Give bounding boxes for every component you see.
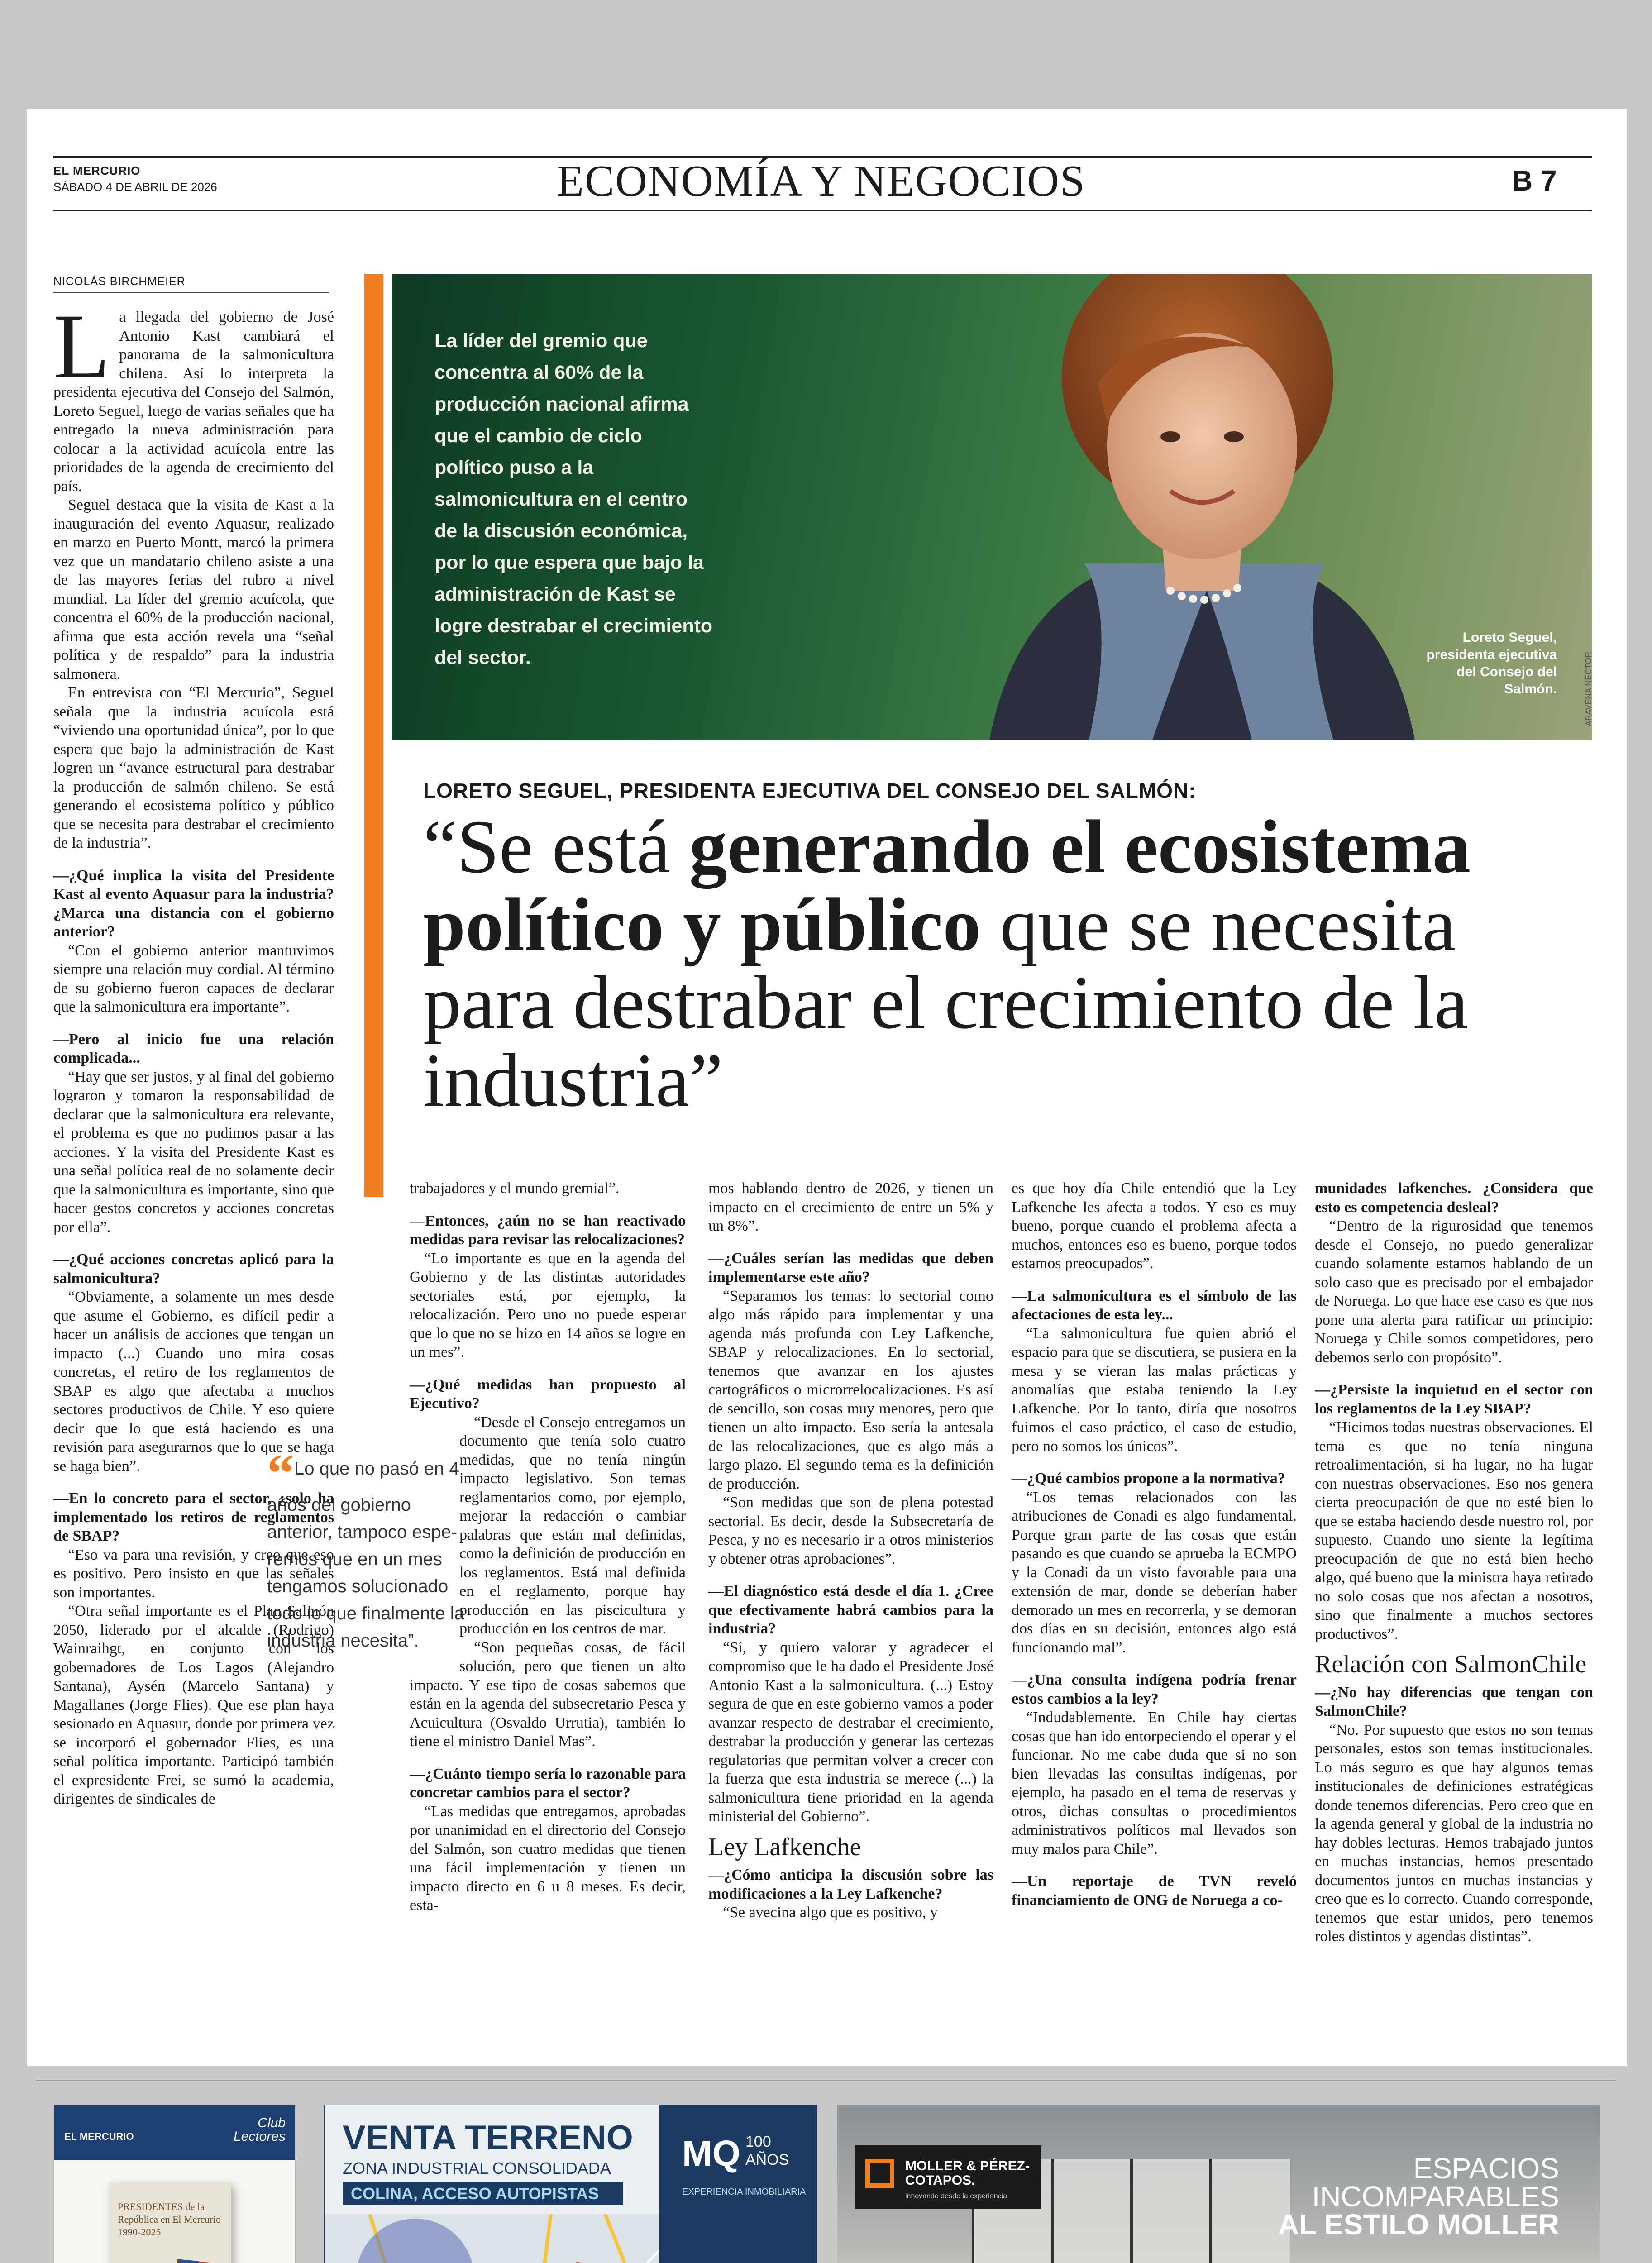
answer: “Son pequeñas cosas, de fácil solución, pero que tienen un alto impacto. Y ese tipo de cosas sabemos que están en la agenda del subsecretario Pesca y Acuicultura (Osvaldo Urrutia), también lo tiene el ministro Daniel Mas”.: [410, 1639, 686, 1750]
photo-credit: ARAVENA NECTOR: [1584, 652, 1593, 726]
question: —¿Persiste la inquietud en el sector con los reglamentos de la Ley SBAP?: [1315, 1381, 1593, 1417]
answer: “Sí, y quiero valorar y agradecer el compromiso que le ha dado el Presidente José Antonio Kast a la salmonicultura. (...) Estoy segura de que en este gobierno vamos a poder avanzar respecto de destrabar el crecimiento, destrabar la producción y generar las certezas regulatorias que permitan volver a crecer con la fuerza que esta industria se merece (...) la salmonicultura tiene prioridad en la agenda ministerial del Gobierno”.: [708, 1639, 993, 1825]
question: —¿Cómo anticipa la discusión sobre las modificaciones a la Ley Lafkenche?: [708, 1867, 993, 1902]
answer: “Obviamente, a solamente un mes desde que asume el Gobierno, es difícil pedir a hacer un análisis de acciones que tengan un impacto (...) Cuando uno mira cosas concretas, el retiro de los reglamentos de SBAP es algo que afectaba a muchos sectores productivos de Chile. Y eso quiere decir que lo que está haciendo es una revisión para asegurarnos que lo que se haga se haga bien”.: [53, 1289, 334, 1475]
issue-date: SÁBADO 4 DE ABRIL DE 2026: [53, 180, 217, 194]
article-column-3: [708, 1179, 993, 1922]
ad-terreno-panel: [659, 2105, 817, 2263]
answer: “Otra señal importante es el Plan Salmón 2050, liderado por el alcalde (Rodrigo) Wainraihgt, en conjunto con los gobernadores de Los Lagos (Alejandro Santana), Aysén (Marcelo Santana) y Magallanes (Jorge Flies). Que ese plan haya sesionado en Aquasur, donde por primera vez se incorporó el gobernador Flies, es una señal política importante. Participó también el expresidente Frei, se sumó la academia, dirigentes de sindicales de: [53, 1603, 334, 1807]
article-column-5: [1315, 1179, 1593, 1946]
mq-years: 100 AÑOS: [745, 2133, 789, 2168]
page-number: B 7: [1512, 164, 1557, 197]
ad-club-logo: Club Lectores: [233, 2115, 286, 2144]
answer: “Son medidas que son de plena potestad sectorial. Es decir, desde la Subsecretaría de Pesca, y no es necesario ir a otros ministerios y obtener otras aprobaciones”.: [708, 1494, 993, 1567]
question: —La salmonicultura es el símbolo de las afectaciones de esta ley...: [1012, 1287, 1297, 1323]
question: —El diagnóstico está desde el día 1. ¿Cree que efectivamente habrá cambios para la industria?: [708, 1583, 993, 1637]
answer: “Con el gobierno anterior mantuvimos siempre una relación muy cordial. Al término de su gobierno fueron capaces de declarar que la salmonicultura era importante”.: [53, 942, 334, 1015]
ad-terreno-title: VENTA TERRENO: [343, 2119, 633, 2157]
question: —¿Cuánto tiempo sería lo razonable para concretar cambios para el sector?: [410, 1765, 686, 1801]
answer: “Hicimos todas nuestras observaciones. El tema es que no tenía ninguna retroalimentación, si ha lugar, no ha lugar con nuestras observaciones. Eso nos genera cierta preocupación de que no esté bien lo que se estaba haciendo desde nuestro rol, por supuesto. Cuando uno siente la legítima preocupación de que no está bien hecho algo, qué bueno que la ministra haya retirado no solo cosas que nos afectan a nosotros, sino que finalmente a muchos sectores productivos”.: [1315, 1419, 1593, 1642]
byline: NICOLÁS BIRCHMEIER: [53, 275, 186, 288]
question: —¿Una consulta indígena podría frenar estos cambios a la ley?: [1012, 1671, 1297, 1707]
headline-line: INCOMPARABLES: [1312, 2180, 1559, 2213]
accent-bar: [364, 274, 383, 1197]
headline-part: “Se está: [423, 805, 689, 889]
answer: “Lo importante es que en la agenda del Gobierno y de las distintas autoridades sectoriales está, por ejemplo, la relocalización. Pero uno no puede esperar que lo que no se hizo en 14 años se logre en un mes”.: [410, 1250, 686, 1361]
ad-moller-1[interactable]: [837, 2105, 1600, 2263]
question: —¿Qué cambios propone a la normativa?: [1012, 1470, 1285, 1487]
question: —¿Qué implica la visita del Presidente Kast al evento Aquasur para la industria? ¿Marca una distancia con el gobierno anterior?: [53, 867, 334, 940]
byline-rule: [53, 292, 329, 293]
question: —En lo concreto para el sector, ¿solo ha implementado los retiros de reglamentos de SBAP?: [53, 1490, 334, 1544]
section-title: ECONOMÍA Y NEGOCIOS: [557, 157, 1086, 205]
answer: “Hay que ser justos, y al final del gobierno lograron y tomaron la responsabilidad de declarar que la salmonicultura era relevante, el problema es que no pudimos pasar a las acciones. Y la visita del Presidente Kast es una señal política real de no solamente decir que la salmonicultura es importante, sino que hacer gestos concretos y acciones concretas por ella”.: [53, 1068, 334, 1236]
question: —¿Cuáles serían las medidas que deben implementarse este año?: [708, 1250, 993, 1285]
moller-headline: [1278, 2154, 1559, 2239]
answer: “Indudablemente. En Chile hay ciertas cosas que han ido entorpeciendo el operar y el funcionar. No me cabe duda que si no son bien llevadas las consultas indígenas, por ejemplo, ha pasado en el tema de reservas y otros, dichas consultas o procedimientos administrativos políticos mal llevados son muy malos para Chile”.: [1012, 1709, 1297, 1857]
mq-logo: MQ: [682, 2133, 740, 2173]
answer: “Dentro de la rigurosidad que tenemos desde el Consejo, no puedo generalizar cuando solamente estamos hablando de un solo caso que es precisado por el embajador de Noruega. Lo que hace ese caso es que nos pone una alerta para ratificar un principio: Noruega y Chile somos competidores, pero debemos serlo con propósito”.: [1315, 1217, 1593, 1366]
headline-kicker: LORETO SEGUEL, PRESIDENTA EJECUTIVA DEL CONSEJO DEL SALMÓN:: [423, 779, 1196, 802]
ad-venta-terreno[interactable]: [324, 2105, 817, 2263]
moller-logo-icon: [865, 2159, 894, 2188]
answer: “Desde el Consejo entregamos un documento que tenía solo cuatro medidas, que no tenía ningún impacto legislativo. Son temas reglamentarios como, por ejemplo, mejorar la redacción o cambiar palabras que están mal definidas, como la definición de producción en los reglamentos. Está mal definida en el reglamento, porque hay producción en las piscicultura y producción en los centros de mar.: [459, 1413, 686, 1637]
drop-cap: L: [53, 295, 110, 398]
paragraph: trabajadores y el mundo gremial”.: [410, 1180, 620, 1197]
answer: “Las medidas que entregamos, aprobadas por unanimidad en el directorio del Consejo del Salmón, son cuatro medidas que tienen una fácil implementación y tienen un impacto directo en 6 u 8 meses. Es decir, esta-: [410, 1803, 686, 1914]
moller-brand: MOLLER & PÉREZ-COTAPOS.: [905, 2158, 1030, 2188]
moller-tagline: innovando desde la experiencia: [905, 2192, 1007, 2200]
mq-logo-sub: EXPERIENCIA INMOBILIARIA: [682, 2187, 806, 2197]
answer: “La salmonicultura fue quien abrió el espacio para que se discutiera, se pusiera en la mesa y se vieran las malas prácticas y anomalías que estaba teniendo la Ley Lafkenche. Por lo tanto, diría que nosotros fuimos el caso práctico, el caso de estudio, pero no somos los únicos”.: [1012, 1325, 1297, 1455]
ads-divider: [36, 2080, 1616, 2081]
answer: “Separamos los temas: lo sectorial como algo más rápido para implementar y una agenda más profunda con Ley Lafkenche, SBAP y relocalizaciones. En lo sectorial, tenemos que avanzar en los ajustes cartográficos o microrrelocalizaciones. Es así de sencillo, son cosas muy menores, pero que tienen un alto impacto. Eso sería la antesala de las relocalizaciones, que es algo más a largo plazo. El segundo tema es la definición de producción.: [708, 1287, 993, 1492]
paragraph: mos hablando dentro de 2026, y tienen un impacto en el crecimiento de entre un 5% y un 8%”.: [708, 1180, 993, 1234]
answer: “Se avecina algo que es positivo, y: [723, 1904, 938, 1921]
ad-terreno-tag: COLINA, ACCESO AUTOPISTAS: [343, 2182, 623, 2205]
question: —¿Qué medidas han propuesto al Ejecutivo?: [410, 1376, 686, 1412]
pull-quote: [267, 1443, 475, 1654]
subheading: Relación con SalmonChile: [1315, 1650, 1587, 1678]
book-cover-title: PRESIDENTES de la República en El Mercurio 1990-2025: [118, 2201, 221, 2238]
answer: “No. Por supuesto que estos no son temas personales, estos son temas institucionales. Lo más seguro es que hay algunos temas institucionales de definiciones estratégicas donde tenemos diferencias. Pero creo que en la agenda general y global de la industria no hay dobles lecturas. Hemos trabajado juntos en muchas instancias, hemos presentado documentos juntos en muchas instancias y creo que es lo correcto. Cuando corresponde, tenemos que estar unidos, pero tenemos roles distintos y agendas distintas”.: [1315, 1721, 1593, 1945]
headline-bold: generando el ecosistema político y público: [423, 805, 1471, 967]
ad-club-brand: EL MERCURIO: [64, 2131, 134, 2142]
publication-name: EL MERCURIO: [53, 164, 141, 177]
question: —Un reportaje de TVN reveló financiamiento de ONG de Noruega a co-: [1012, 1873, 1297, 1909]
hero-summary: La líder del gremio que concentra al 60% de la producción nacional afirma que el cambio de ciclo político puso a la salmonicultura en el centro de la discusión económica, por lo que espera que bajo la administración de Kast se logre destrabar el crecimiento del sector.: [434, 330, 713, 668]
paragraph: es que hoy día Chile entendió que la Ley Lafkenche les afecta a todos. Y eso es muy bueno, porque cuando el problema afecta a muchos, entonces eso es bueno, porque todos estamos preocupados”.: [1012, 1180, 1297, 1272]
ad-club-lectores[interactable]: [53, 2105, 296, 2263]
moller-logo: [855, 2145, 1041, 2209]
question: munidades lafkenches. ¿Considera que esto es competencia desleal?: [1315, 1180, 1593, 1216]
question: —Entonces, ¿aún no se han reactivado medidas para revisar las relocalizaciones?: [410, 1212, 686, 1248]
ad-terreno-subtitle: ZONA INDUSTRIAL CONSOLIDADA: [343, 2159, 611, 2177]
flag-icon: [172, 2250, 226, 2263]
paragraph: En entrevista con “El Mercurio”, Seguel señala que la industria acuícola está “viviendo una oportunidad única”, por lo que espera que bajo la administración de Kast logren un “avance estructural para destrabar la producción de salmón chileno. Se está generando el ecosistema político y público que se necesita para destrabar el crecimiento de la industria”.: [53, 684, 334, 851]
headline-line: AL ESTILO MOLLER: [1278, 2208, 1559, 2241]
question: —¿No hay diferencias que tengan con SalmonChile?: [1315, 1684, 1593, 1719]
headline-part: que se necesita para destrabar el crecimiento de la industria”: [423, 883, 1468, 1122]
answer: “Eso va para una revisión, y creo que eso es positivo. Pero insisto en que las señales son importantes.: [53, 1546, 334, 1601]
subheading: Ley Lafkenche: [708, 1833, 861, 1861]
article-column-4: [1012, 1179, 1297, 1910]
quote-icon: “: [267, 1443, 294, 1503]
map-illustration: [325, 2214, 659, 2263]
answer: “Los temas relacionados con las atribuciones de Conadi es algo fundamental. Porque gran parte de las cosas que están pasando es que cuando se aprueba la ECMPO y la Conadi da un visto favorable para una extensión de mar, donde se deberían haber demorado un mes en recorrerla, y se demoran dos días en su decisión, entonces algo está funcionando mal”.: [1012, 1489, 1297, 1656]
pull-quote-text: Lo que no pasó en 4 años del gobierno anterior, tampoco esperemos que en un mes tengamos solucionado todo lo que finalmente la industria necesita”.: [267, 1459, 464, 1651]
question: —Pero al inicio fue una relación complicada...: [53, 1031, 334, 1066]
photo-caption: Loreto Seguel, presidenta ejecutiva del Consejo del Salmón.: [1426, 630, 1557, 697]
masthead-rule-bottom: [53, 210, 1592, 211]
book-cover: [109, 2182, 231, 2263]
headline-line: ESPACIOS: [1413, 2152, 1559, 2185]
question: —¿Qué acciones concretas aplicó para la salmonicultura?: [53, 1251, 334, 1287]
paragraph: a llegada del gobierno de José Antonio Kast cambiará el panorama de la salmonicultura chilena. Así lo interpreta la presidenta ejecutiva del Consejo del Salmón, Loreto Seguel, luego de varias señales que ha entregado la nueva administración para colocar a la actividad acuícola entre las prioridades de la agenda de crecimiento del país.: [53, 309, 334, 495]
paragraph: Seguel destaca que la visita de Kast a la inauguración del evento Aquasur, realizado en marzo en Puerto Montt, marcó la primera vez que un mandatario chileno asiste a una de las mayores ferias del rubro a nivel mundial. La líder del gremio acuícola, que concentra el 60% de la producción nacional, afirma que esta acción revela una “señal política y de respaldo” para la industria salmonera.: [53, 497, 334, 683]
headline: [423, 805, 1582, 1122]
